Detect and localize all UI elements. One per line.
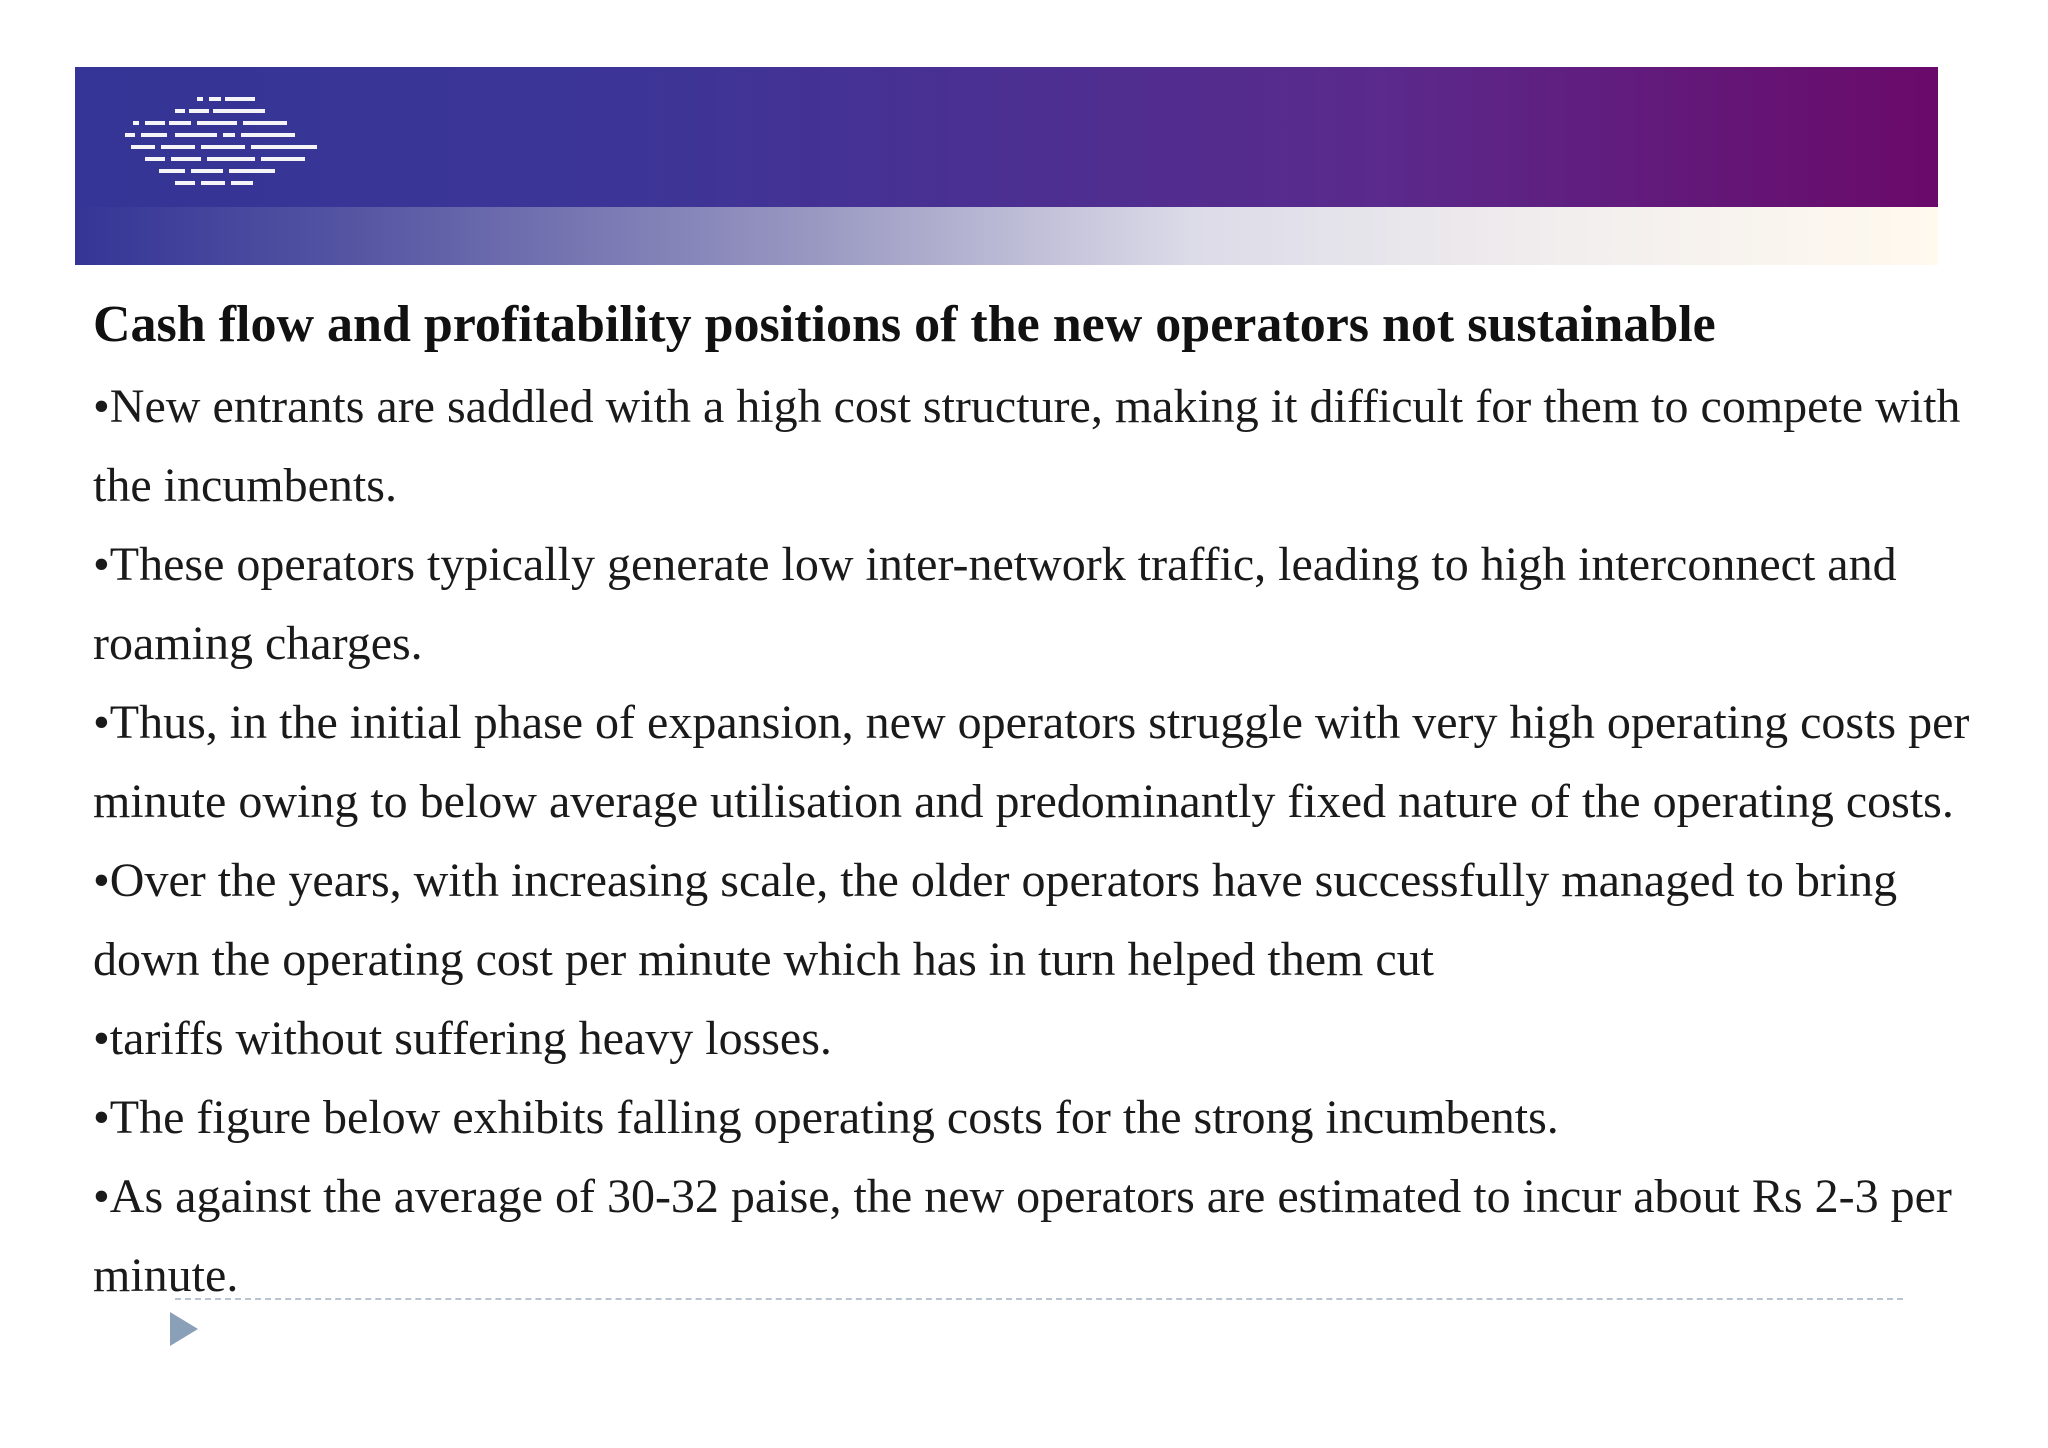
bullet-paragraph: •New entrants are saddled with a high cost structure, making it difficult for them to compete with the incumbents.: [93, 380, 1961, 512]
bullet-paragraph: •These operators typically generate low inter-network traffic, leading to high interconnect and roaming charges.: [93, 538, 1897, 670]
slide-content: [93, 295, 1973, 1315]
banner-top-band: [75, 67, 1938, 207]
bullet-paragraph: •Over the years, with increasing scale, the older operators have successfully managed to bring down the operating cost per minute which has in turn helped them cut: [93, 854, 1898, 986]
banner-gradient-band: [75, 207, 1938, 265]
bullet-paragraph: •Thus, in the initial phase of expansion, new operators struggle with very high operating costs per minute owing to below average utilisation and predominantly fixed nature of the operating costs.: [93, 696, 1970, 828]
slide-body: [93, 367, 1973, 1315]
bullet-paragraph: •The figure below exhibits falling operating costs for the strong incumbents.: [93, 1091, 1559, 1144]
header-banner: [75, 67, 1938, 265]
bullet-paragraph: •As against the average of 30-32 paise, the new operators are estimated to incur about Rs 2-3 per minute.: [93, 1170, 1952, 1302]
text-placeholder-border: [175, 1298, 1903, 1300]
slide-title: Cash flow and profitability positions of the new operators not sustainable: [93, 296, 1716, 353]
striped-globe-logo-icon: [105, 87, 335, 197]
bullet-paragraph: •tariffs without suffering heavy losses.: [93, 1012, 832, 1065]
triangle-pointer-icon: [170, 1312, 198, 1346]
